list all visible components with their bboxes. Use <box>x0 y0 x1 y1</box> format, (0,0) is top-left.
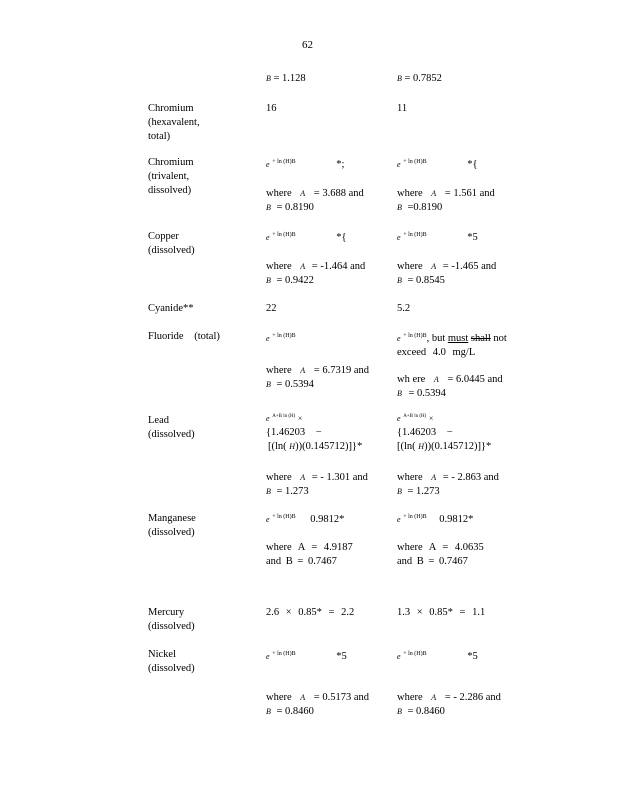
b-value: = 1.273 <box>276 486 309 497</box>
nickel-chronic-formula <box>397 652 478 663</box>
where-word: wh ere <box>397 374 426 385</box>
copper-chronic-where-1 <box>397 262 496 273</box>
b-value: = 0.8460 <box>276 706 314 717</box>
exponent: A+B ln (H) <box>272 414 296 419</box>
top-chronic-b <box>397 74 442 85</box>
chromium-hex-label-2: (hexavalent, <box>148 117 200 128</box>
shall-text: shall <box>470 333 491 344</box>
exponent: + ln (H)B <box>403 333 427 339</box>
must-text: must <box>447 333 469 344</box>
a-value: = 6.7319 and <box>313 365 370 376</box>
chromium-tri-chronic-where-1 <box>397 189 495 200</box>
a-symbol: A <box>433 375 439 384</box>
copper-acute-formula <box>266 233 347 244</box>
but-text: , but <box>426 333 448 344</box>
manganese-acute-where-2: and B = 0.7467 <box>266 556 337 567</box>
a-value: = 6.0445 and <box>447 374 503 385</box>
a-value: = - 1.301 and <box>311 472 368 483</box>
b-value: = 0.5394 <box>408 388 446 399</box>
e-symbol: e <box>397 515 401 524</box>
copper-label-1: Copper <box>148 231 179 242</box>
ln-open: [(ln( <box>268 441 287 452</box>
b-symbol: B <box>266 487 271 496</box>
manganese-chronic-formula <box>397 515 473 526</box>
ln-close: ))(0.145712)]}* <box>424 441 492 452</box>
exponent: + ln (H)B <box>403 651 427 657</box>
fluoride-acute-where-1 <box>266 366 369 377</box>
where-word: where <box>397 472 423 483</box>
chromium-tri-chronic-where-2 <box>397 203 442 214</box>
b-symbol: B <box>266 203 271 212</box>
nickel-chronic-where-1 <box>397 693 501 704</box>
a-value: = -1.464 and <box>311 261 366 272</box>
lead-chronic-where-1 <box>397 473 499 484</box>
formula-tail: 0.9812* <box>439 514 474 525</box>
manganese-chronic-where-2: and B = 0.7467 <box>397 556 468 567</box>
chromium-tri-chronic-formula <box>397 160 478 171</box>
nickel-acute-formula <box>266 652 347 663</box>
copper-label-2: (dissolved) <box>148 245 195 256</box>
exponent: + ln (H)B <box>272 651 296 657</box>
ln-close: ))(0.145712)]}* <box>295 441 363 452</box>
a-symbol: A <box>300 262 306 271</box>
e-symbol: e <box>397 334 401 343</box>
manganese-label-1: Manganese <box>148 513 196 524</box>
mercury-label-1: Mercury <box>148 607 185 618</box>
cyanide-chronic: 5.2 <box>397 303 411 314</box>
chromium-tri-label-2: (trivalent, <box>148 171 190 182</box>
lead-chronic-line-1: {1.46203 − <box>397 427 453 438</box>
a-symbol: A <box>300 693 306 702</box>
a-symbol: A <box>300 366 306 375</box>
nickel-acute-where-2 <box>266 707 314 718</box>
b-symbol: B <box>397 276 402 285</box>
a-value: = 0.5173 and <box>313 692 370 703</box>
lead-label-2: (dissolved) <box>148 429 195 440</box>
e-symbol: e <box>266 652 270 661</box>
exponent: + ln (H)B <box>403 514 427 520</box>
b-symbol: B <box>266 74 271 83</box>
nickel-chronic-where-2 <box>397 707 445 718</box>
manganese-acute-where-1: where A = 4.9187 <box>266 542 353 553</box>
a-symbol: A <box>300 473 306 482</box>
e-symbol: e <box>266 233 270 242</box>
e-symbol: e <box>266 334 270 343</box>
chromium-tri-label-1: Chromium <box>148 157 194 168</box>
page-number: 62 <box>302 39 313 51</box>
a-symbol: A <box>431 189 437 198</box>
mercury-chronic: 1.3 × 0.85* = 1.1 <box>397 607 486 618</box>
e-symbol: e <box>266 160 270 169</box>
lead-acute-where-1 <box>266 473 368 484</box>
chromium-hex-chronic: 11 <box>397 103 408 114</box>
a-value: = 3.688 and <box>313 188 364 199</box>
chromium-hex-acute: 16 <box>266 103 277 114</box>
manganese-label-2: (dissolved) <box>148 527 195 538</box>
e-symbol: e <box>397 652 401 661</box>
b-symbol: B <box>397 707 402 716</box>
fluoride-chronic-where-1 <box>397 375 503 386</box>
lead-acute-formula <box>266 414 302 425</box>
b-value: = 0.7852 <box>401 73 442 84</box>
where-word: where <box>266 365 292 376</box>
chromium-hex-label-3: total) <box>148 131 171 142</box>
a-symbol: A <box>431 262 437 271</box>
b-value: = 1.273 <box>407 486 440 497</box>
a-value: = -1.465 and <box>442 261 497 272</box>
lead-acute-where-2 <box>266 487 309 498</box>
not-text: not <box>490 333 507 344</box>
nickel-label-1: Nickel <box>148 649 176 660</box>
nickel-acute-where-1 <box>266 693 369 704</box>
exponent: + ln (H)B <box>272 333 296 339</box>
mercury-acute: 2.6 × 0.85* = 2.2 <box>266 607 355 618</box>
a-value: = 1.561 and <box>444 188 495 199</box>
exponent: + ln (H)B <box>272 514 296 520</box>
where-word: where <box>266 261 292 272</box>
top-acute-b <box>266 74 306 85</box>
copper-chronic-where-2 <box>397 276 445 287</box>
where-word: where <box>397 692 423 703</box>
b-value: = 0.8190 <box>276 202 314 213</box>
a-value: = - 2.286 and <box>444 692 501 703</box>
formula-tail: *; <box>336 159 345 170</box>
a-value: = - 2.863 and <box>442 472 499 483</box>
exponent: + ln (H)B <box>272 232 296 238</box>
times-symbol: × <box>428 414 434 423</box>
b-value: = 0.8460 <box>407 706 445 717</box>
b-value: = 0.8545 <box>407 275 445 286</box>
b-symbol: B <box>397 487 402 496</box>
chromium-hex-label-1: Chromium <box>148 103 194 114</box>
formula-tail: *{ <box>467 159 478 170</box>
h-symbol: H <box>289 442 296 451</box>
e-symbol: e <box>266 414 270 423</box>
cyanide-label: Cyanide** <box>148 303 194 314</box>
formula-tail: *5 <box>336 651 347 662</box>
fluoride-chronic-exceed: exceed 4.0 mg/L <box>397 347 476 358</box>
fluoride-chronic-formula <box>397 334 507 345</box>
e-symbol: e <box>397 160 401 169</box>
lead-chronic-where-2 <box>397 487 440 498</box>
a-symbol: A <box>300 189 306 198</box>
chromium-tri-acute-formula <box>266 160 344 171</box>
chromium-tri-label-3: dissolved) <box>148 185 192 196</box>
ln-open: [(ln( <box>397 441 416 452</box>
lead-chronic-line-2 <box>397 442 491 453</box>
formula-tail: *{ <box>336 232 347 243</box>
b-value: = 0.9422 <box>276 275 314 286</box>
mercury-label-2: (dissolved) <box>148 621 195 632</box>
lead-acute-line-2 <box>268 442 362 453</box>
b-symbol: B <box>266 276 271 285</box>
exponent: + ln (H)B <box>272 159 296 165</box>
b-value: = 1.128 <box>270 73 306 84</box>
fluoride-chronic-where-2 <box>397 389 446 400</box>
exponent: A+B ln (H) <box>403 414 427 419</box>
manganese-chronic-where-1: where A = 4.0635 <box>397 542 484 553</box>
b-symbol: B <box>397 203 402 212</box>
b-value: =0.8190 <box>407 202 443 213</box>
h-symbol: H <box>418 442 425 451</box>
b-symbol: B <box>266 380 271 389</box>
e-symbol: e <box>397 233 401 242</box>
where-word: where <box>397 261 423 272</box>
copper-acute-where-2 <box>266 276 314 287</box>
chromium-tri-acute-where-2 <box>266 203 314 214</box>
a-symbol: A <box>431 693 437 702</box>
cyanide-acute: 22 <box>266 303 277 314</box>
fluoride-acute-formula <box>266 334 296 345</box>
manganese-acute-formula <box>266 515 344 526</box>
b-symbol: B <box>266 707 271 716</box>
times-symbol: × <box>297 414 303 423</box>
a-symbol: A <box>431 473 437 482</box>
formula-tail: *5 <box>467 232 478 243</box>
where-word: where <box>266 472 292 483</box>
b-value: = 0.5394 <box>276 379 314 390</box>
e-symbol: e <box>397 414 401 423</box>
lead-chronic-formula <box>397 414 433 425</box>
copper-acute-where-1 <box>266 262 365 273</box>
nickel-label-2: (dissolved) <box>148 663 195 674</box>
b-symbol: B <box>397 389 402 398</box>
fluoride-acute-where-2 <box>266 380 314 391</box>
where-word: where <box>397 188 423 199</box>
copper-chronic-formula <box>397 233 478 244</box>
chromium-tri-acute-where-1 <box>266 189 364 200</box>
lead-label-1: Lead <box>148 415 169 426</box>
exponent: + ln (H)B <box>403 232 427 238</box>
e-symbol: e <box>266 515 270 524</box>
formula-tail: 0.9812* <box>310 514 345 525</box>
exponent: + ln (H)B <box>403 159 427 165</box>
b-symbol: B <box>397 74 402 83</box>
where-word: where <box>266 188 292 199</box>
formula-tail: *5 <box>467 651 478 662</box>
lead-acute-line-1: {1.46203 − <box>266 427 322 438</box>
where-word: where <box>266 692 292 703</box>
fluoride-label: Fluoride (total) <box>148 331 220 342</box>
